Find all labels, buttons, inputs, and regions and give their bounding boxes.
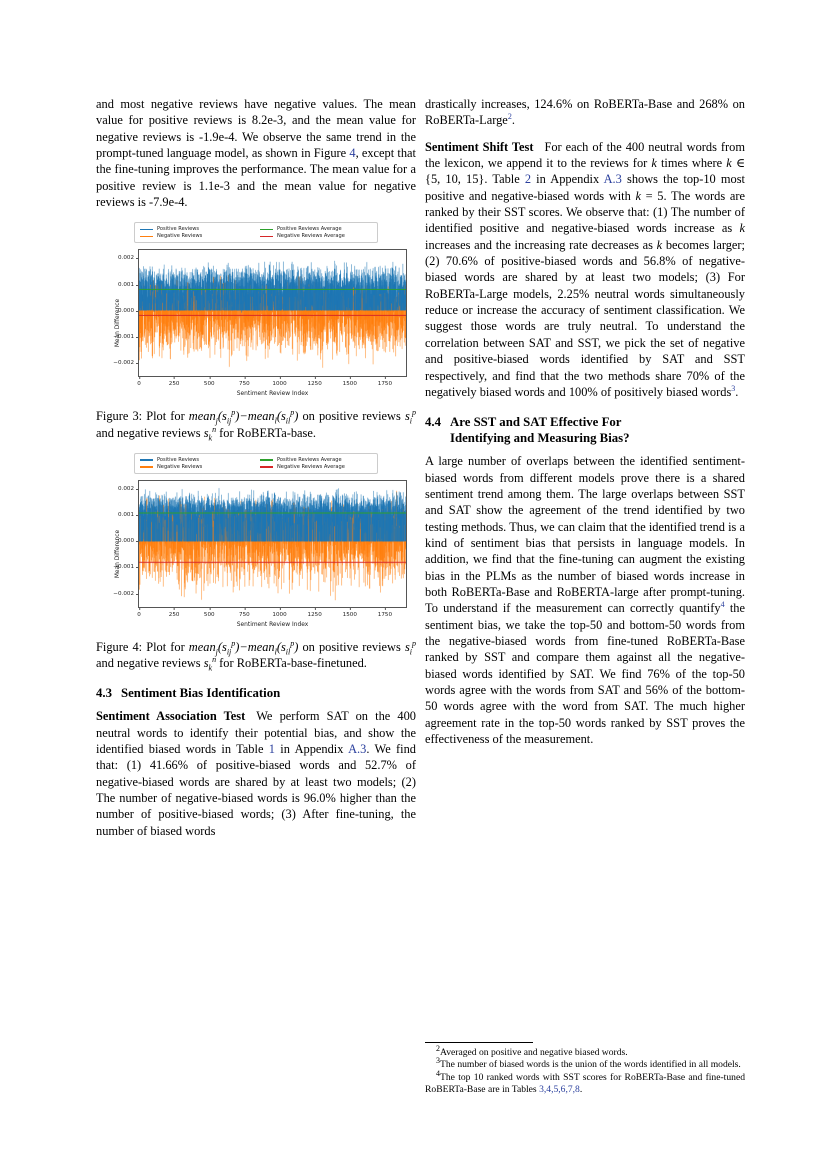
footnote-2	[425, 1044, 745, 1059]
right-paragraph-2-text-c: ∈ {5, 10, 15}. Table	[425, 156, 745, 187]
fig3-math-s-k: s	[203, 425, 209, 440]
figure-3-chart	[96, 222, 416, 399]
right-paragraph-2-text-a: For each of the 400 neutral words from the lexicon, we append it to the reviews for	[425, 139, 745, 171]
footnote-marker-4[interactable]: 4	[720, 600, 725, 610]
footnote-4-text-a: The top 10 ranked words with SST scores for RoBERTa-Base and fine-tuned RoBERTa-Base are in Tables	[425, 1071, 745, 1095]
legend-line-icon-negative-average	[260, 236, 273, 238]
fig3-math-sub-ij: ij	[226, 416, 232, 426]
fig3-math-s-ij: (s	[217, 409, 227, 424]
legend-item-negative-reviews	[140, 233, 252, 239]
figure-4-caption-label: Figure 4:	[96, 639, 143, 654]
legend-label-positive-reviews-average: Positive Reviews Average	[277, 456, 342, 463]
fig4-math-mean-j: mean	[188, 639, 216, 654]
table-2-reference-link[interactable]: 2	[524, 172, 532, 187]
figure-3-caption-text-c: and negative reviews	[96, 425, 204, 440]
legend-item-negative-reviews-average	[260, 464, 372, 470]
left-paragraph-1-text-b: , except that the fine-tuning improves the performance. The mean value for a positive review is 1.1e-3 and the mean value for negative reviews is -7.9e-4.	[96, 146, 416, 210]
figure-3-caption-text-d: for RoBERTa-base.	[216, 425, 316, 440]
y-tick-label: −0.001	[113, 334, 139, 340]
figure-3-caption	[96, 408, 416, 443]
figure-4-chart	[96, 453, 416, 630]
section-heading-4-4	[425, 414, 745, 446]
x-tick-label: 1750	[378, 376, 392, 381]
x-tick-label: 1000	[272, 376, 286, 381]
x-tick-label: 1500	[343, 376, 357, 381]
right-paragraph-3	[425, 453, 745, 747]
legend-line-icon-positive	[140, 229, 153, 231]
fig4-math-sup-p2: p	[290, 638, 295, 648]
footnote-2-text: Averaged on positive and negative biased words.	[440, 1047, 628, 1059]
y-tick-label: 0.002	[118, 255, 139, 261]
legend-item-positive-reviews-average	[260, 457, 372, 463]
footnote-3-marker: 3	[436, 1056, 440, 1066]
legend-line-icon-positive-average	[260, 229, 273, 231]
legend-item-negative-reviews-average	[260, 233, 372, 239]
runin-heading-sentiment-association-test: Sentiment Association Test	[96, 709, 246, 724]
x-tick-label: 1500	[343, 607, 357, 612]
footnote-3	[425, 1056, 745, 1071]
footnote-4-table-refs[interactable]: 3,4,5,6,7,8	[539, 1083, 580, 1095]
figure-3-series-canvas	[139, 250, 406, 376]
fig4-math-sup-p3: p	[412, 638, 416, 648]
footnote-4	[425, 1068, 745, 1096]
left-paragraph-1-text-a: and most negative reviews have negative values. The mean value for positive reviews is 8.2e-3, and the mean value for negative reviews is -1.9e-4. We observe the same trend in the prompt-tuned language model, as shown in Figure	[96, 97, 416, 161]
figure-4-reference-link[interactable]: 4	[349, 146, 356, 161]
fig4-math-s-il: (s	[276, 639, 286, 654]
fig4-math-sub-j: j	[215, 647, 218, 657]
fig3-math-sup-p3: p	[412, 408, 416, 418]
right-paragraph-1	[425, 96, 745, 129]
right-paragraph-1-text-a: drastically increases, 124.6% on RoBERTa-Base and 268% on RoBERTa-Large	[425, 97, 745, 128]
fig4-math-sub-il: il	[285, 647, 291, 657]
appendix-a3-reference-link[interactable]: A.3	[348, 741, 367, 756]
fig4-math-s-k: s	[203, 656, 209, 671]
legend-line-icon-positive-average	[260, 459, 273, 461]
figure-4-legend	[134, 453, 378, 474]
figure-3-caption-text-a: Plot for	[142, 409, 189, 424]
footnotes-block	[425, 1042, 745, 1096]
section-title-4-4-line1: Are SST and SAT Effective For	[450, 415, 622, 430]
fig3-math-s-il: (s	[276, 409, 286, 424]
math-k-3: k	[635, 188, 641, 203]
figure-4	[96, 453, 416, 671]
right-paragraph-2-text-f: = 5. The words are ranked by their SST scores. We observe that: (1) The number of identified positive and negative-biased words increase as	[425, 188, 745, 236]
right-paragraph-1-text-b: .	[511, 113, 515, 128]
x-tick-label: 500	[204, 376, 215, 381]
section-number-4-3: 4.3	[96, 686, 112, 701]
legend-label-negative-reviews-average: Negative Reviews Average	[277, 463, 345, 470]
left-paragraph-1	[96, 96, 416, 210]
math-k-5: k	[656, 237, 663, 252]
y-tick-label: 0.001	[118, 512, 139, 518]
fig3-math-close: )	[294, 409, 299, 424]
left-column	[96, 96, 416, 1096]
fig3-math-s-i: s	[404, 409, 410, 424]
legend-label-positive-reviews-average: Positive Reviews Average	[277, 226, 342, 233]
math-k-4: k	[739, 221, 745, 236]
right-column	[425, 96, 745, 1096]
table-1-reference-link[interactable]: 1	[268, 741, 275, 756]
legend-item-positive-reviews	[140, 457, 252, 463]
figure-4-caption	[96, 639, 416, 671]
footnote-separator-rule	[425, 1042, 533, 1043]
left-paragraph-2-text-a: We perform SAT on the 400 neutral words to identify their potential bias, and show the identified biased words in Table	[96, 709, 416, 756]
legend-line-icon-positive	[140, 459, 153, 461]
right-paragraph-2	[425, 139, 745, 401]
x-tick-label: 0	[137, 607, 141, 612]
fig4-math-close: )	[294, 639, 299, 654]
fig4-math-sub-ij: ij	[226, 647, 232, 657]
figure-4-caption-text-d: for RoBERTa-base-finetuned.	[216, 656, 367, 671]
y-tick-label: 0.000	[118, 308, 139, 314]
fig4-math-sub-k: k	[208, 663, 213, 673]
section-heading-4-3	[96, 685, 416, 701]
figure-3	[96, 222, 416, 443]
figure-4-caption-text-b: on positive reviews	[298, 639, 405, 654]
footnote-4-text-b: .	[579, 1083, 583, 1095]
figure-3-y-axis-label: Mean Difference	[115, 299, 122, 348]
fig3-math-sup-p2: p	[290, 408, 295, 418]
legend-item-positive-reviews-average	[260, 226, 372, 232]
x-tick-label: 1250	[308, 376, 322, 381]
right-paragraph-2-text-g: increases and the increasing rate decreases as	[425, 237, 657, 252]
right-paragraph-2-text-d: in Appendix	[531, 172, 604, 187]
figure-3-caption-label: Figure 3:	[96, 409, 143, 424]
fig3-math-sup-n: n	[212, 424, 217, 434]
right-paragraph-2-text-i: .	[735, 384, 739, 399]
left-paragraph-2-text-b: in Appendix	[274, 741, 349, 756]
right-paragraph-3-text-b: the sentiment bias, we take the top-50 and bottom-50 words from the negative-biased words from fine-tuned RoBERTa-Base ranked by SST and compare them against all the negative-biased words identified by SAT. We find 76% of the top-50 words agree with the words from SAT and 56% of the bottom-50 words agree with the word from SAT. The much higher agreement rate in the top-50 words ranked by SST proves the effectiveness of the measurement.	[425, 601, 745, 747]
fig3-math-mean-j: mean	[188, 409, 216, 424]
section-number-4-4: 4.4	[425, 415, 441, 430]
figure-3-caption-text-b: on positive reviews	[298, 409, 405, 424]
legend-line-icon-negative-average	[260, 466, 273, 468]
legend-label-negative-reviews-average: Negative Reviews Average	[277, 233, 345, 240]
fig4-math-sub-l: l	[274, 647, 277, 657]
x-tick-label: 250	[169, 607, 180, 612]
legend-item-positive-reviews	[140, 226, 252, 232]
fig4-math-s-ij: (s	[217, 639, 227, 654]
legend-label-negative-reviews: Negative Reviews	[157, 233, 203, 240]
footnote-4-marker: 4	[436, 1068, 440, 1078]
section-title-4-4-line2: Identifying and Measuring Bias?	[450, 431, 630, 446]
y-tick-label: 0.000	[118, 538, 139, 544]
figure-4-plot-area	[96, 478, 416, 630]
footnote-marker-2[interactable]: 2	[507, 112, 512, 122]
math-k-1: k	[651, 156, 657, 171]
y-tick-label: −0.002	[113, 360, 139, 366]
left-paragraph-2	[96, 708, 416, 839]
section-title-4-3: Sentiment Bias Identification	[121, 686, 281, 701]
figure-4-x-axis-label: Sentiment Review Index	[236, 621, 309, 628]
fig4-math-s-i: s	[404, 639, 410, 654]
figure-3-x-axis-label: Sentiment Review Index	[236, 391, 309, 398]
fig3-math-sub-il: il	[285, 416, 291, 426]
legend-label-positive-reviews: Positive Reviews	[157, 226, 200, 233]
fig4-math-sub-i: i	[409, 647, 412, 657]
two-column-body	[96, 96, 745, 1096]
legend-label-negative-reviews: Negative Reviews	[157, 463, 203, 470]
x-tick-label: 1250	[308, 607, 322, 612]
math-k-2: k	[726, 156, 732, 171]
left-paragraph-2-text-c: . We find that: (1) 41.66% of positive-biased words and 52.7% of negative-biased words are shared by at least two models; (2) The number of negative-biased words is 96.0% higher than the number of positive-biased words; (3) After fine-tuning, the number of biased words	[96, 741, 416, 838]
fig4-math-mean-l: )−mean	[235, 639, 275, 654]
figure-3-legend	[134, 222, 378, 243]
x-tick-label: 1000	[272, 607, 286, 612]
right-paragraph-2-text-e: shows the top-10 most positive and negative-biased words with	[425, 172, 745, 203]
footnote-3-text: The number of biased words is the union of the words identified in all models.	[440, 1059, 741, 1071]
figure-4-caption-text-c: and negative reviews	[96, 656, 204, 671]
figure-3-plot-area	[96, 247, 416, 399]
right-paragraph-2-text-b: times where	[656, 156, 727, 171]
footnote-marker-3[interactable]: 3	[731, 383, 736, 393]
y-tick-label: 0.002	[118, 486, 139, 492]
fig3-math-sub-j: j	[215, 416, 218, 426]
fig4-math-sup-n: n	[212, 654, 217, 664]
legend-line-icon-negative	[140, 466, 153, 468]
legend-label-positive-reviews: Positive Reviews	[157, 456, 200, 463]
figure-4-caption-text-a: Plot for	[142, 639, 189, 654]
fig4-math-sup-p1: p	[231, 638, 236, 648]
fig3-math-sup-p1: p	[231, 408, 236, 418]
x-tick-label: 250	[169, 376, 180, 381]
appendix-a3-reference-link-2[interactable]: A.3	[603, 172, 622, 187]
figure-4-series-canvas	[139, 481, 406, 607]
runin-heading-sentiment-shift-test: Sentiment Shift Test	[425, 139, 534, 154]
footnote-2-marker: 2	[436, 1044, 440, 1053]
right-paragraph-2-text-h: becomes larger; (2) 70.6% of positive-biased words and 56.8% of negative-biased words are shared by at least two models; (3) For RoBERTa-Large models, 2.25% neutral words simultaneously reduce or increase the accuracy of sentiment classification. We suggest those words are truly neutral. To understand the correlation between SAT and SST, we pick the set of negative and positive-biased words identified by SAT and SST respectively, and find that the two methods share 70% of the negatively biased words and 100% of positively biased words	[425, 237, 746, 399]
fig3-math-sub-i: i	[409, 416, 412, 426]
legend-line-icon-negative	[140, 236, 153, 238]
x-tick-label: 1750	[378, 607, 392, 612]
y-tick-label: 0.001	[118, 282, 139, 288]
fig3-math-mean-l: )−mean	[235, 409, 275, 424]
section-title-4-4	[450, 414, 745, 446]
x-tick-label: 750	[239, 607, 250, 612]
legend-item-negative-reviews	[140, 464, 252, 470]
fig3-math-sub-k: k	[208, 433, 213, 443]
y-tick-label: −0.002	[113, 591, 139, 597]
x-tick-label: 500	[204, 607, 215, 612]
right-paragraph-3-text-a: A large number of overlaps between the identified sentiment-biased words from different models prove there is a shared sentiment trend among them. The large overlaps between SST and SAT show the agreement of the trend identified by two testing methods. Thus, we can claim that the identified trend is a kind of sentiment bias that persists in language models. In addition, we find that the fine-tuning can augment the existing bias in the PLMs as the number of biased words increase in both RoBERTa-Base and RoBERTA-large after prompt-tuning. To understand if the measurement can correctly quantify	[425, 454, 745, 616]
x-tick-label: 0	[137, 376, 141, 381]
y-tick-label: −0.001	[113, 564, 139, 570]
figure-4-y-axis-label: Mean Difference	[115, 529, 122, 578]
x-tick-label: 750	[239, 376, 250, 381]
fig3-math-sub-l: l	[274, 416, 277, 426]
